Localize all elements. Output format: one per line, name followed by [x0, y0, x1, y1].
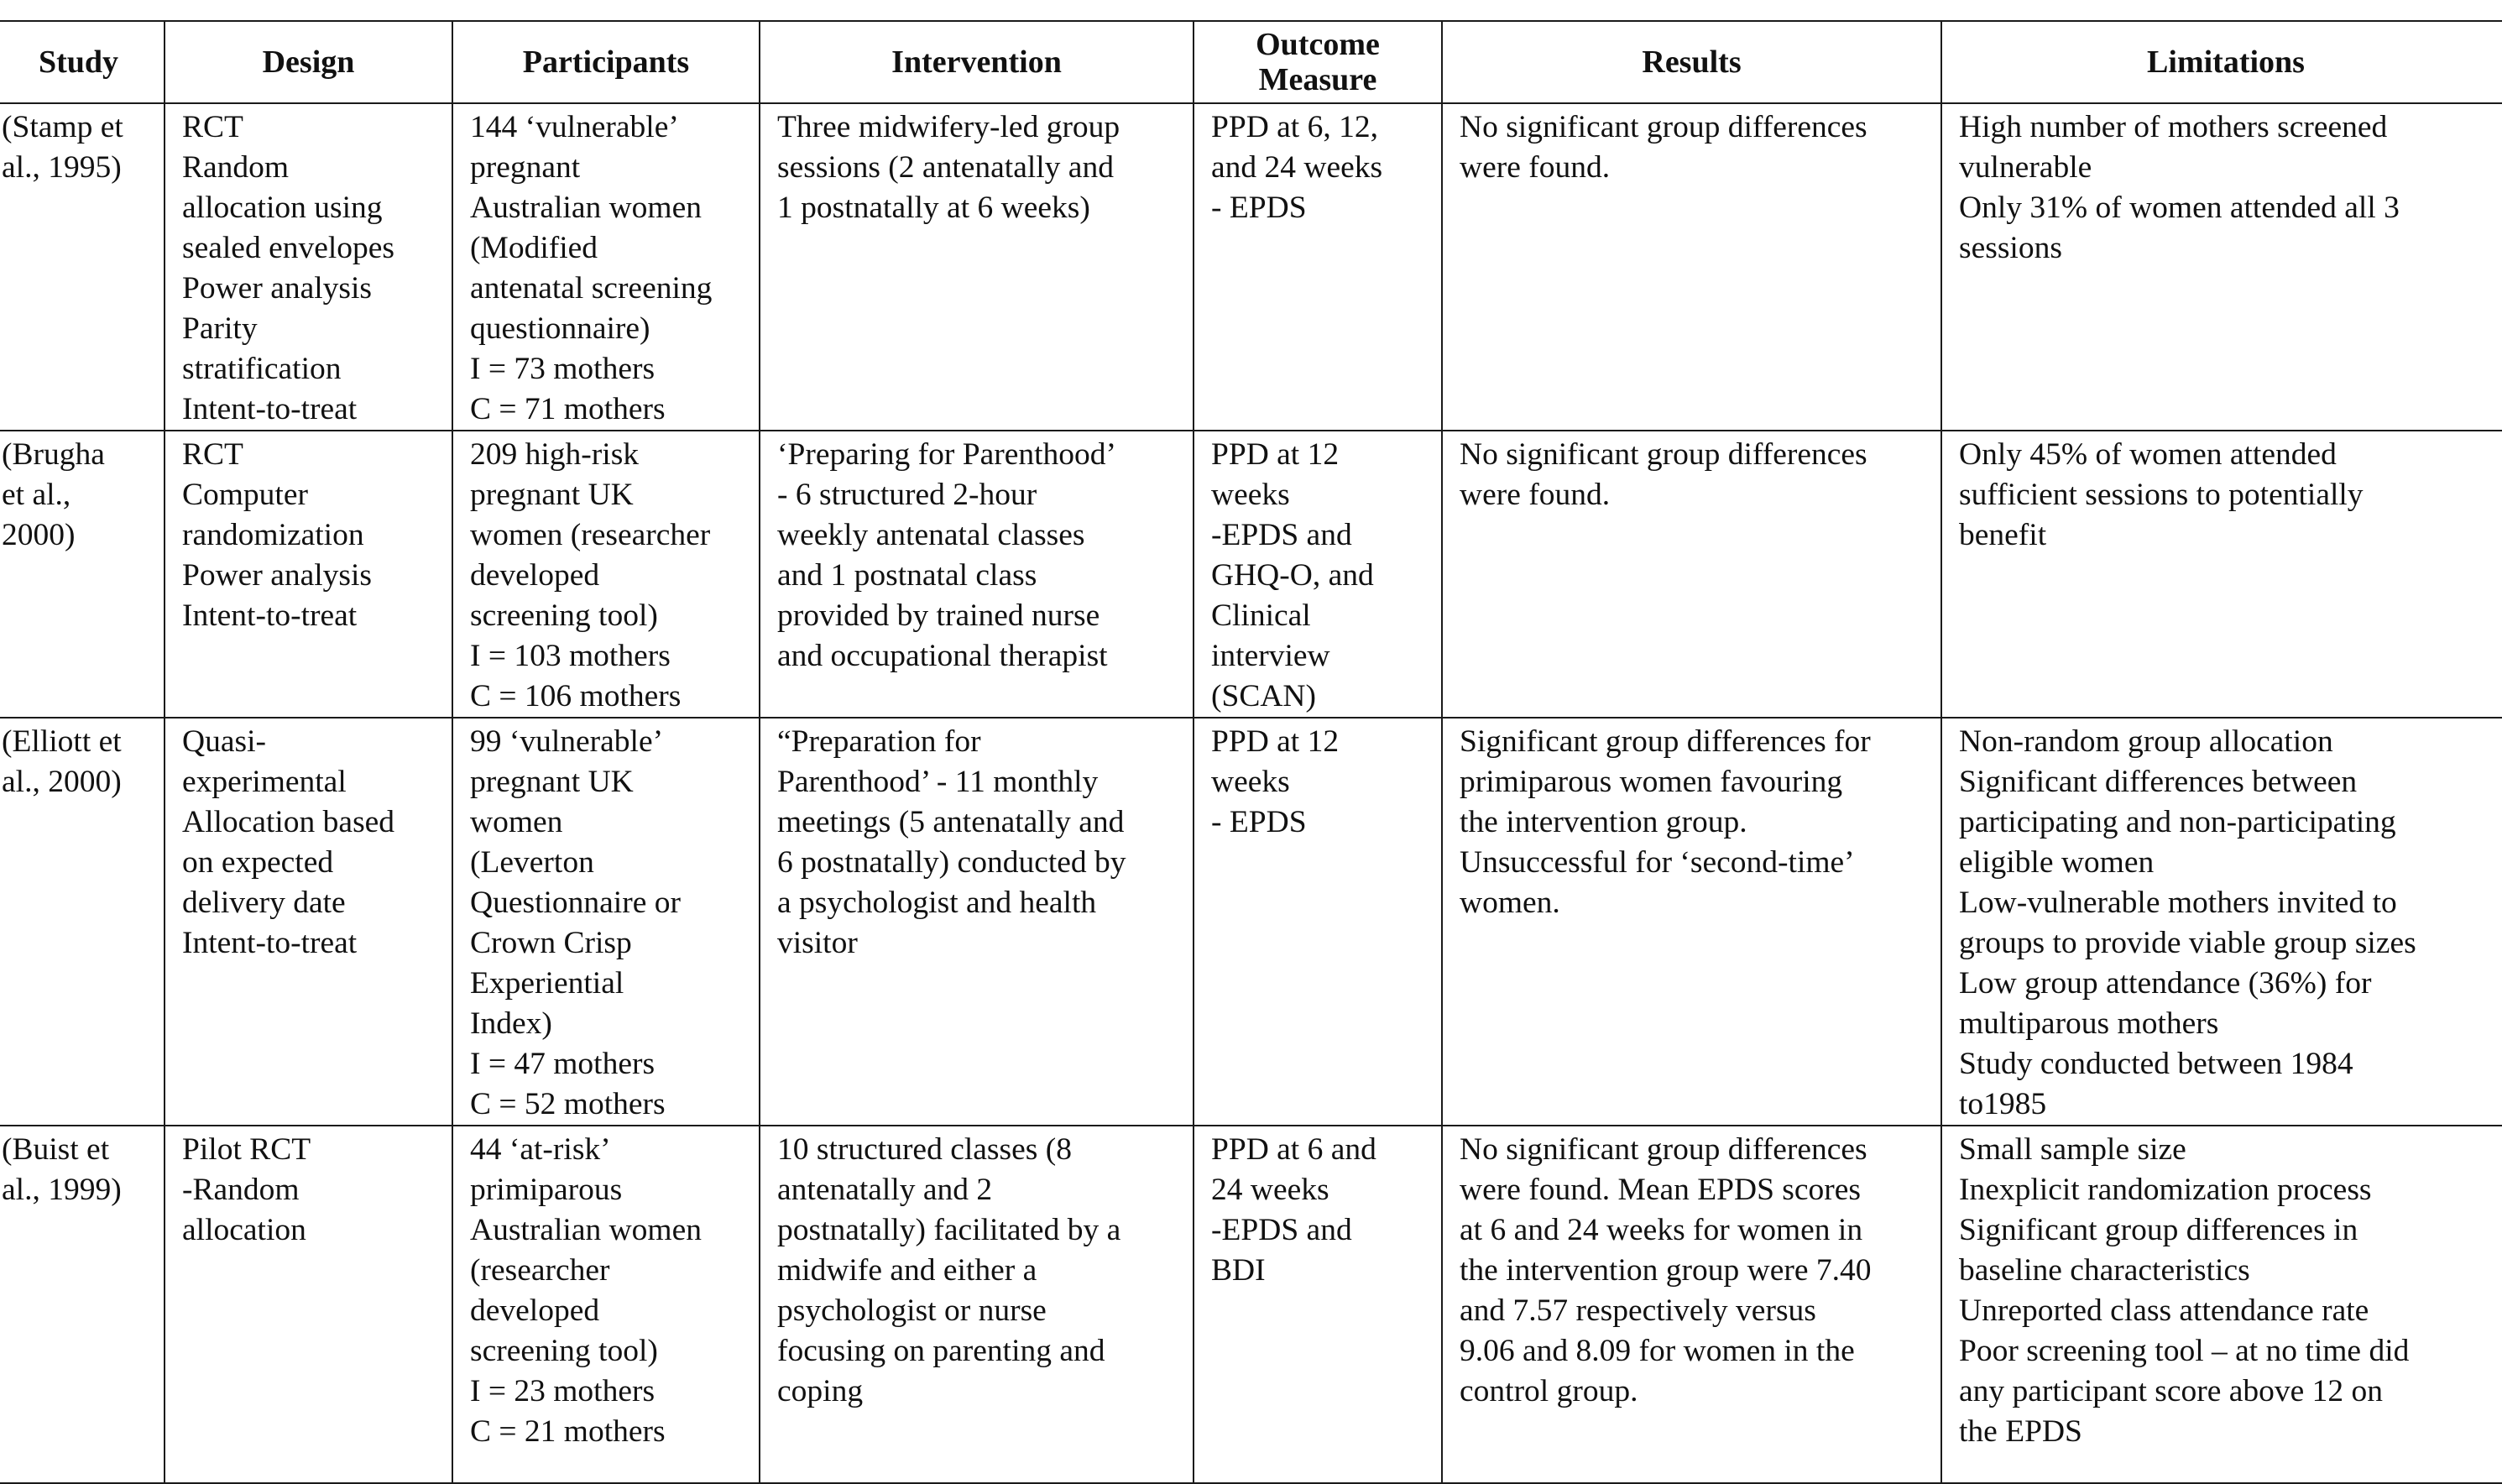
participants-cell: 209 high-risk pregnant UK women (researcher developed screening tool) I = 103 mothers C = 106 mothers [452, 431, 760, 718]
study-cell: (Buist et al., 1999) [0, 1126, 165, 1483]
outcome-cell: PPD at 12 weeks - EPDS [1194, 718, 1442, 1126]
design-cell: RCT Random allocation using sealed envelopes Power analysis Parity stratification Intent-to-treat [165, 103, 452, 431]
intervention-cell: ‘Preparing for Parenthood’ - 6 structured 2-hour weekly antenatal classes and 1 postnatal class provided by trained nurse and occupational therapist [760, 431, 1194, 718]
participants-cell: 144 ‘vulnerable’ pregnant Australian women (Modified antenatal screening questionnaire) I = 73 mothers C = 71 mothers [452, 103, 760, 431]
header-intervention: Intervention [760, 21, 1194, 103]
intervention-cell: Three midwifery-led group sessions (2 antenatally and 1 postnatally at 6 weeks) [760, 103, 1194, 431]
study-cell: (Brugha et al., 2000) [0, 431, 165, 718]
studies-table [0, 20, 2502, 1484]
limitations-cell: Non-random group allocation Significant differences between participating and non-participating eligible women Low-vulnerable mothers invited to groups to provide viable group sizes Low group attendance (36%) for multiparous mothers Study conducted between 1984 to1985 [1941, 718, 2502, 1126]
design-cell: Quasi- experimental Allocation based on expected delivery date Intent-to-treat [165, 718, 452, 1126]
participants-cell: 99 ‘vulnerable’ pregnant UK women (Leverton Questionnaire or Crown Crisp Experiential Index) I = 47 mothers C = 52 mothers [452, 718, 760, 1126]
design-cell: RCT Computer randomization Power analysis Intent-to-treat [165, 431, 452, 718]
table-row [0, 431, 2502, 718]
study-cell: (Elliott et al., 2000) [0, 718, 165, 1126]
intervention-cell: 10 structured classes (8 antenatally and 2 postnatally) facilitated by a midwife and either a psychologist or nurse focusing on parenting and coping [760, 1126, 1194, 1483]
study-cell: (Stamp et al., 1995) [0, 103, 165, 431]
header-limitations: Limitations [1941, 21, 2502, 103]
header-participants: Participants [452, 21, 760, 103]
outcome-cell: PPD at 12 weeks -EPDS and GHQ-O, and Clinical interview (SCAN) [1194, 431, 1442, 718]
outcome-cell: PPD at 6 and 24 weeks -EPDS and BDI [1194, 1126, 1442, 1483]
table-row [0, 718, 2502, 1126]
header-row [0, 21, 2502, 103]
limitations-cell: Small sample size Inexplicit randomization process Significant group differences in baseline characteristics Unreported class attendance rate Poor screening tool – at no time did any participant score above 12 on the EPDS [1941, 1126, 2502, 1483]
table-row [0, 103, 2502, 431]
participants-cell: 44 ‘at-risk’ primiparous Australian women (researcher developed screening tool) I = 23 mothers C = 21 mothers [452, 1126, 760, 1483]
results-cell: Significant group differences for primiparous women favouring the intervention group. Unsuccessful for ‘second-time’ women. [1442, 718, 1941, 1126]
header-outcome-measure: Outcome Measure [1194, 21, 1442, 103]
limitations-cell: High number of mothers screened vulnerable Only 31% of women attended all 3 sessions [1941, 103, 2502, 431]
results-cell: No significant group differences were found. Mean EPDS scores at 6 and 24 weeks for women in the intervention group were 7.40 and 7.57 respectively versus 9.06 and 8.09 for women in the control group. [1442, 1126, 1941, 1483]
outcome-cell: PPD at 6, 12, and 24 weeks - EPDS [1194, 103, 1442, 431]
intervention-cell: “Preparation for Parenthood’ - 11 monthly meetings (5 antenatally and 6 postnatally) conducted by a psychologist and health visitor [760, 718, 1194, 1126]
limitations-cell: Only 45% of women attended sufficient sessions to potentially benefit [1941, 431, 2502, 718]
header-results: Results [1442, 21, 1941, 103]
results-cell: No significant group differences were found. [1442, 103, 1941, 431]
results-cell: No significant group differences were found. [1442, 431, 1941, 718]
table-row [0, 1126, 2502, 1483]
header-design: Design [165, 21, 452, 103]
design-cell: Pilot RCT -Random allocation [165, 1126, 452, 1483]
header-study: Study [0, 21, 165, 103]
